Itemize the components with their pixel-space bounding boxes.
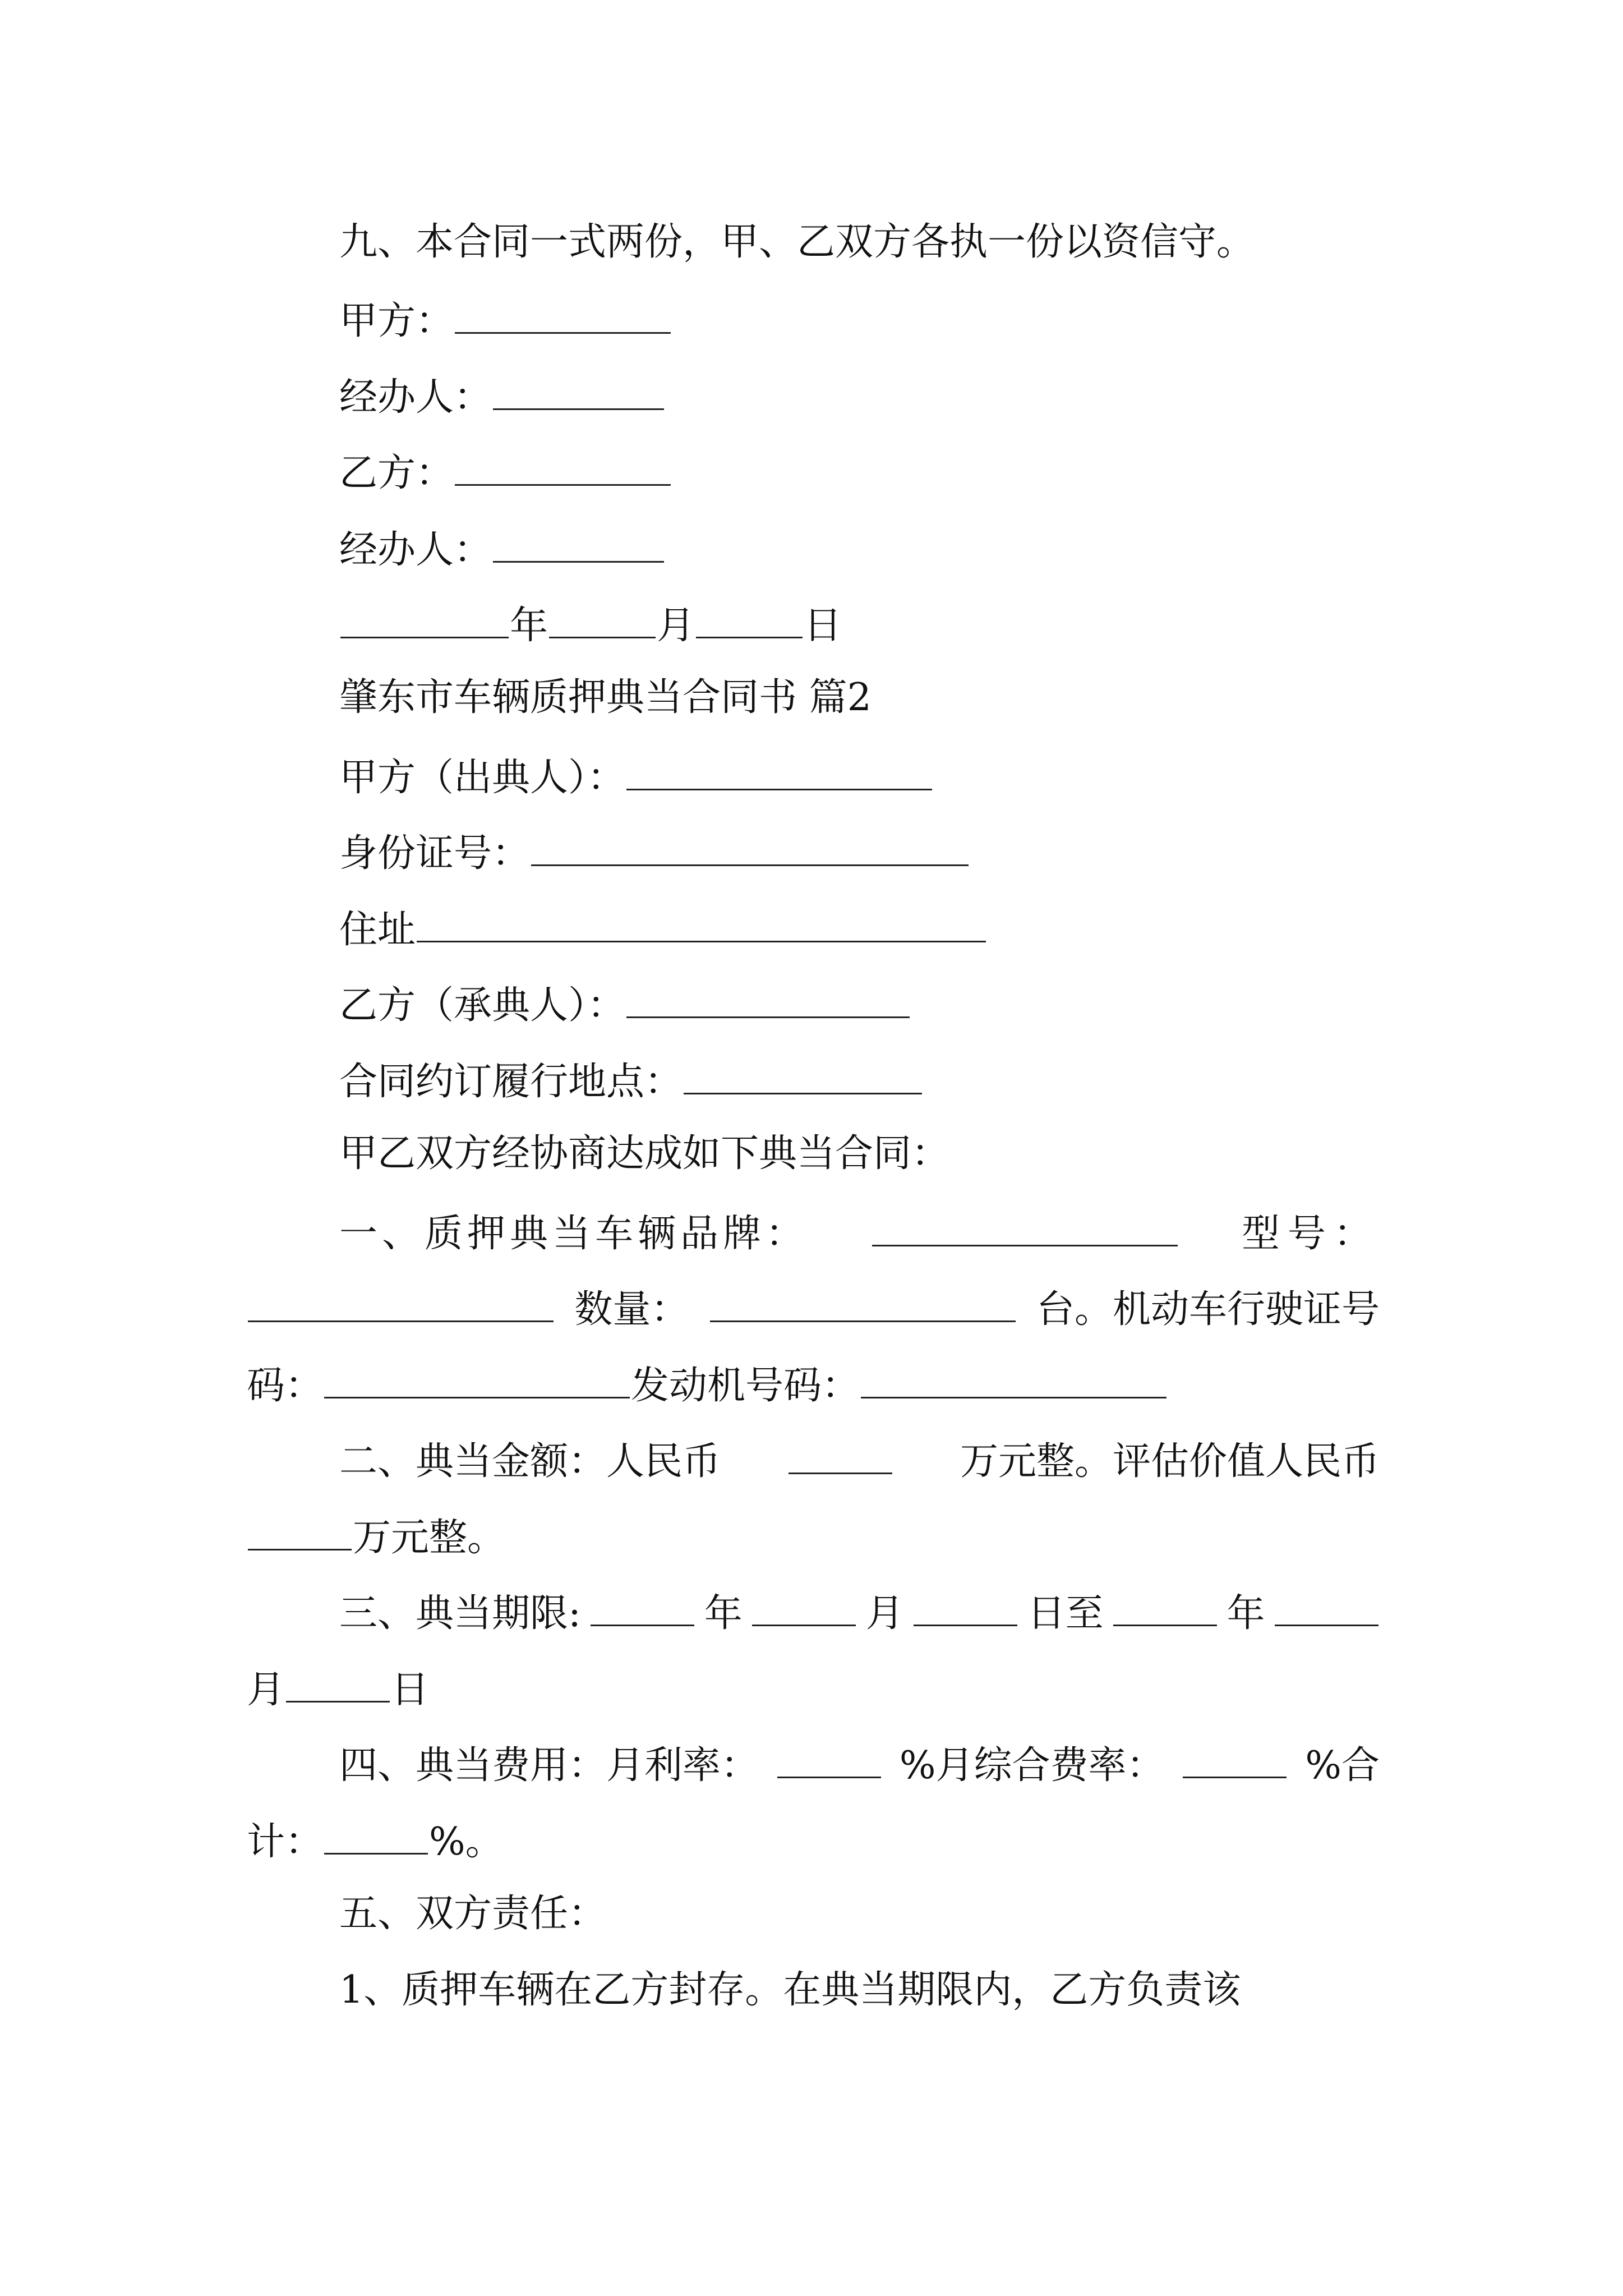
day-blank[interactable] bbox=[696, 603, 803, 638]
signing-date-line: 年 月 日 bbox=[339, 603, 842, 645]
amount-blank[interactable] bbox=[789, 1439, 892, 1474]
valuation-blank[interactable] bbox=[248, 1515, 352, 1550]
pawnee-blank[interactable] bbox=[626, 983, 910, 1018]
responsibility-one: 1、质押车辆在乙方封存。在典当期限内，乙方负责该 bbox=[339, 1968, 1241, 2012]
pawnee-line: 乙方（承典人）： bbox=[339, 983, 911, 1025]
party-b-blank[interactable] bbox=[455, 450, 671, 486]
brand-blank[interactable] bbox=[872, 1211, 1178, 1246]
pawnor-line: 甲方（出典人）： bbox=[339, 755, 933, 797]
pawn-amount-line: 二、典当金额：人民币 万元整。评估价值人民币 bbox=[339, 1439, 1380, 1484]
license-engine-line: 码： 发动机号码： bbox=[247, 1363, 1168, 1405]
end-day-blank[interactable] bbox=[286, 1667, 390, 1703]
pawn-term-line: 三、典当期限: 年 月 日至 年 bbox=[339, 1591, 1380, 1633]
month-blank[interactable] bbox=[549, 603, 656, 638]
party-b-agent-blank[interactable] bbox=[493, 527, 664, 563]
model-blank[interactable] bbox=[248, 1287, 554, 1322]
id-number-line: 身份证号： bbox=[339, 831, 970, 873]
total-line: 计： %。 bbox=[247, 1820, 504, 1864]
monthly-rate-blank[interactable] bbox=[777, 1743, 881, 1778]
end-month-blank[interactable] bbox=[1275, 1591, 1378, 1626]
agreement-intro: 甲乙双方经协商达成如下典当合同： bbox=[339, 1131, 950, 1176]
address-line: 住址 bbox=[339, 907, 987, 949]
license-number-blank[interactable] bbox=[324, 1363, 630, 1398]
pawn-term-end-line: 月 日 bbox=[247, 1668, 430, 1712]
address-blank[interactable] bbox=[417, 907, 986, 942]
total-rate-blank[interactable] bbox=[324, 1819, 428, 1855]
place-line: 合同约订履行地点： bbox=[339, 1059, 923, 1101]
party-a-blank[interactable] bbox=[455, 298, 671, 334]
responsibilities-heading: 五、双方责任： bbox=[339, 1892, 607, 1936]
start-month-blank[interactable] bbox=[752, 1591, 856, 1626]
quantity-blank[interactable] bbox=[710, 1287, 1016, 1322]
start-year-blank[interactable] bbox=[591, 1591, 694, 1626]
end-year-blank[interactable] bbox=[1113, 1591, 1217, 1626]
year-blank[interactable] bbox=[340, 603, 509, 638]
party-a-agent-line: 经办人： bbox=[339, 375, 665, 417]
valuation-line: 万元整。 bbox=[247, 1515, 505, 1557]
engine-number-blank[interactable] bbox=[861, 1363, 1166, 1398]
id-number-blank[interactable] bbox=[531, 831, 969, 866]
pawn-fee-line: 四、典当费用：月利率： %月综合费率： %合 bbox=[339, 1743, 1380, 1788]
vehicle-brand-line: 一、质押典当车辆品牌： 型号： bbox=[339, 1212, 1380, 1256]
pawnor-blank[interactable] bbox=[626, 755, 932, 790]
party-a-agent-blank[interactable] bbox=[493, 375, 664, 410]
clause-nine: 九、本合同一式两份，甲、乙双方各执一份以资信守。 bbox=[339, 220, 1255, 264]
place-blank[interactable] bbox=[684, 1059, 922, 1094]
party-a-line: 甲方： bbox=[339, 298, 672, 341]
party-b-agent-line: 经办人： bbox=[339, 527, 665, 569]
quantity-line: 数量： 台。机动车行驶证号 bbox=[247, 1287, 1380, 1329]
start-day-blank[interactable] bbox=[914, 1591, 1017, 1626]
composite-rate-blank[interactable] bbox=[1183, 1743, 1287, 1778]
section-title: 肇东市车辆质押典当合同书 篇2 bbox=[339, 675, 872, 720]
party-b-line: 乙方： bbox=[339, 450, 672, 493]
